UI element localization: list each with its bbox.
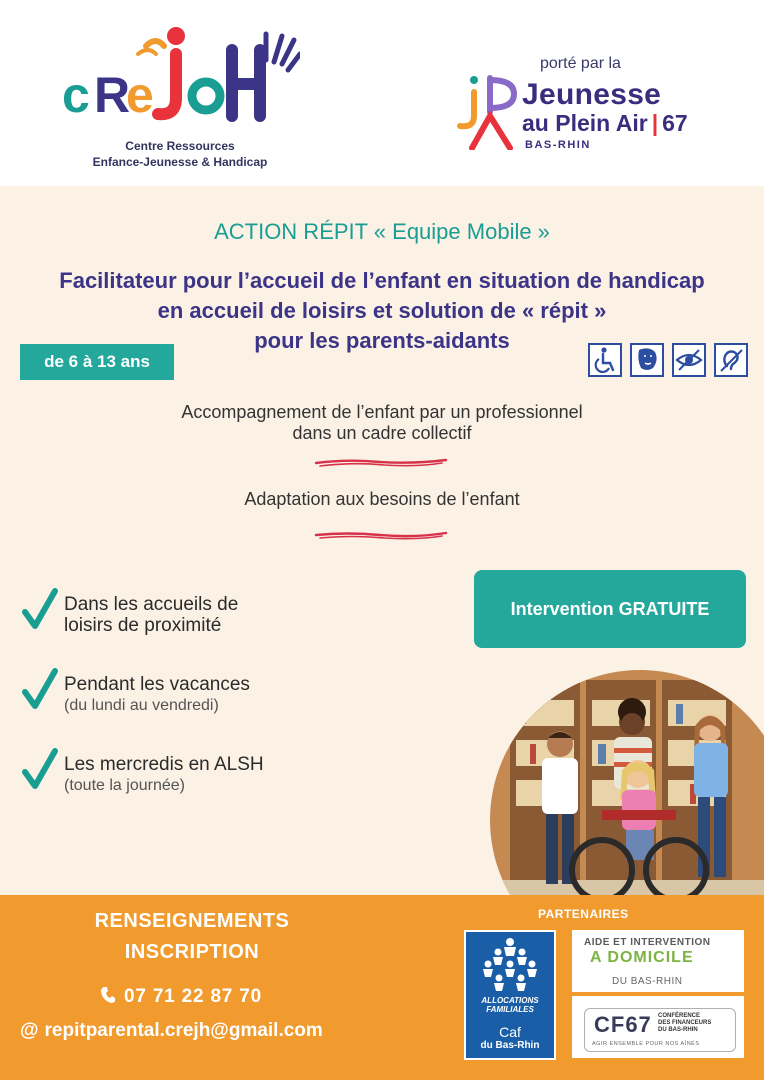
cf67-text-line3: DU BAS-RHIN [658,1027,698,1033]
porte-par-text: porté par la [540,55,621,72]
checkmark-icon [22,668,58,710]
family-figures-icon [466,936,554,996]
cf67-mark: CF67 [594,1012,652,1037]
checkmark-icon [22,588,58,630]
header [0,0,764,186]
contact-title-inscription: INSCRIPTION [124,941,260,963]
feature-accompagnement-line-2: dans un cadre collectif [292,423,472,443]
checklist-item [22,588,362,668]
checklist-item-text: Les mercredis en ALSH [64,754,264,775]
cf67-text [658,1013,711,1034]
contact-title [40,906,344,968]
email-link[interactable]: repitparental.crejh@gmail.com [44,1020,323,1041]
visual-impairment-icon [672,343,706,377]
caf-name-line1: ALLOCATIONS [481,996,539,1005]
checklist-item-line: loisirs de proximité [64,615,222,636]
age-badge: de 6 à 13 ans [20,344,174,380]
checkmark-icon [22,748,58,790]
jpa-logo-mark [448,68,528,150]
gratuite-badge: Intervention GRATUITE [474,570,746,648]
caf-logo-panel [466,932,554,1058]
jpa-region: BAS-RHIN [525,139,591,151]
checklist-item-text [64,594,238,636]
crejh-subtitle-line2: Enfance-Jeunesse & Handicap [92,155,268,169]
contact-title-renseignements: RENSEIGNEMENTS [94,910,290,932]
adom-mid-text: A DOMICILE [590,949,694,966]
accessibility-icons [588,343,748,377]
svg-text:R: R [94,67,131,123]
at-icon: @ [20,1020,39,1041]
feature-accompagnement [40,402,724,444]
jpa-title: Jeunesse [522,78,662,111]
email-line [20,1020,323,1042]
headline-line-1: Facilitateur pour l’accueil de l’enfant en situation de handicap [59,268,705,293]
divider-squiggle [314,528,448,542]
caf-logo [464,930,556,1060]
caf-name-line2: FAMILIALES [486,1005,534,1014]
checklist-item-line: Dans les accueils de [64,594,239,615]
checklist-item-text: Pendant les vacances [64,674,250,695]
cf67-text-line2: DES FINANCEURS [658,1020,712,1026]
caf-short: Caf [499,1024,521,1040]
divider-squiggle [314,455,448,469]
partners-label: PARTENAIRES [538,907,629,921]
caf-name [466,996,554,1014]
feature-adaptation: Adaptation aux besoins de l’enfant [244,489,520,509]
action-title: ACTION RÉPIT « Equipe Mobile » [214,219,550,244]
svg-text:e: e [126,67,154,123]
feature-accompagnement-line-1: Accompagnement de l’enfant par un professionnel [181,402,583,422]
checklist-item-subtext: (du lundi au vendredi) [64,697,219,714]
adom-bottom-text: DU BAS-RHIN [612,976,683,987]
checklist-item-subtext: (toute la journée) [64,777,185,794]
crejh-subtitle-line1: Centre Ressources [125,139,235,153]
jpa-subtitle [522,110,688,137]
checklist-item [22,748,362,828]
cf67-tagline: AGIR ENSEMBLE POUR NOS AÎNÉS [592,1041,700,1047]
svg-text:c: c [62,67,90,123]
headline-line-3: pour les parents-aidants [254,328,510,353]
phone-line [100,986,262,1008]
headline-line-2: en accueil de loisirs et solution de « répit » [157,298,607,323]
checklist-item [22,668,362,748]
phone-icon [100,986,116,1004]
phone-link[interactable]: 07 71 22 87 70 [124,986,262,1007]
hearing-impairment-icon [714,343,748,377]
jpa-subtitle-a: au Plein Air [522,110,648,136]
jpa-subtitle-b: 67 [662,110,688,136]
adom-top-text: AIDE ET INTERVENTION [584,937,711,948]
crejh-logo [60,24,300,124]
crejh-subtitle [60,138,300,170]
wheelchair-icon [588,343,622,377]
mental-disability-icon [630,343,664,377]
checklist [22,588,362,828]
cf67-text-line1: CONFÉRENCE [658,1013,701,1019]
caf-region: du Bas-Rhin [480,1040,540,1051]
aide-domicile-logo [572,930,744,992]
cf67-logo [572,996,744,1058]
jpa-separator: | [651,110,659,136]
